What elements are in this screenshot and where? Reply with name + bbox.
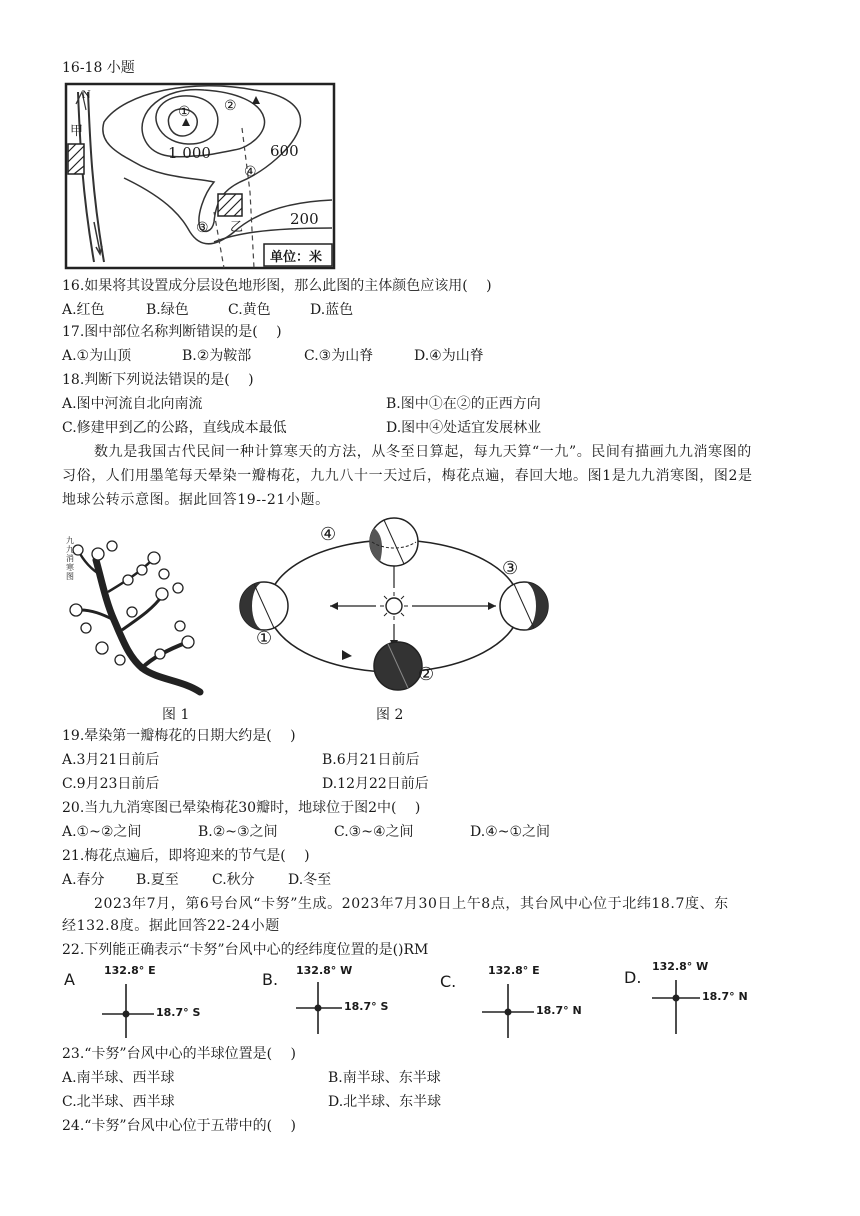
point-yi: 乙 — [230, 220, 244, 235]
passage1-line-1: 数九是我国古代民间一种计算寒天的方法，从冬至日算起，每九天算“一九”。民间有描画九九消寒图的 — [94, 444, 752, 460]
orbit-position-4: ④ — [320, 524, 337, 545]
q20-option-c: C.③~④之间 — [334, 824, 414, 840]
q20-option-b: B.②~③之间 — [198, 824, 278, 840]
q22-option-c-letter: C. — [440, 972, 457, 991]
q17-option-b: B.②为鞍部 — [182, 348, 252, 364]
contour-label-200: 200 — [290, 210, 319, 228]
contour-map — [64, 82, 336, 274]
north-label: N — [82, 90, 91, 101]
point-jia: 甲 — [70, 124, 84, 139]
q22-option-c-lon: 132.8° E — [488, 964, 540, 977]
q18-option-a: A.图中河流自北向南流 — [62, 396, 203, 412]
q21-option-d: D.冬至 — [288, 872, 332, 888]
q23-option-c: C.北半球、西半球 — [62, 1094, 175, 1110]
section-header: 16-18 小题 — [62, 60, 135, 76]
q22-option-c-lat: 18.7° N — [536, 1004, 582, 1017]
q22-stem: 22.下列能正确表示“卡努”台风中心的经纬度位置的是()RM — [62, 942, 429, 958]
q19-option-a: A.3月21日前后 — [62, 752, 160, 768]
q21-option-c: C.秋分 — [212, 872, 255, 888]
q22-option-a-lat: 18.7° S — [156, 1006, 201, 1019]
q24-stem: 24.“卡努”台风中心位于五带中的( ) — [62, 1118, 296, 1134]
q19-stem: 19.晕染第一瓣梅花的日期大约是( ) — [62, 728, 296, 744]
passage2-line-2: 经132.8度。据此回答22-24小题 — [62, 918, 280, 934]
q16-option-d: D.蓝色 — [310, 302, 354, 318]
orbit-position-1: ① — [256, 628, 273, 649]
q22-option-c — [440, 962, 620, 1042]
orbit-position-3: ③ — [502, 558, 519, 579]
q22-option-d-lat: 18.7° N — [702, 990, 748, 1003]
q22-option-a — [62, 966, 262, 1040]
q17-option-a: A.①为山顶 — [62, 348, 132, 364]
q23-option-a: A.南半球、西半球 — [62, 1070, 175, 1086]
q18-option-d: D.图中④处适宜发展林业 — [386, 420, 542, 436]
contour-label-600: 600 — [270, 142, 299, 160]
q16-stem: 16.如果将其设置成分层设色地形图，那么此图的主体颜色应该用( ) — [62, 278, 492, 294]
q23-option-b: B.南半球、东半球 — [328, 1070, 441, 1086]
q16-option-a: A.红色 — [62, 302, 105, 318]
contour-label-1000: 1 000 — [168, 144, 211, 162]
q22-option-b-lat: 18.7° S — [344, 1000, 389, 1013]
figure-1-caption: 图 1 — [162, 707, 190, 723]
q21-option-b: B.夏至 — [136, 872, 179, 888]
q17-option-d: D.④为山脊 — [414, 348, 484, 364]
q19-option-b: B.6月21日前后 — [322, 752, 420, 768]
passage1-line-2: 习俗，人们用墨笔每天晕染一瓣梅花，九九八十一天过后，梅花点遍，春回大地。图1是九九消寒图，图2是 — [62, 468, 753, 484]
q17-option-c: C.③为山脊 — [304, 348, 374, 364]
passage1-line-3: 地球公转示意图。据此回答19--21小题。 — [62, 492, 330, 508]
q19-option-d: D.12月22日前后 — [322, 776, 429, 792]
figure-1-side-title: 九九消寒图 — [66, 536, 74, 581]
q22-option-b — [262, 966, 442, 1040]
q18-stem: 18.判断下列说法错误的是( ) — [62, 372, 254, 388]
q22-option-a-letter: A — [64, 970, 75, 989]
q18-option-c: C.修建甲到乙的公路，直线成本最低 — [62, 420, 287, 436]
q22-option-a-lon: 132.8° E — [104, 964, 156, 977]
marker-1: ① — [178, 104, 191, 120]
q20-option-a: A.①~②之间 — [62, 824, 142, 840]
unit-label: 单位：米 — [270, 250, 323, 265]
q22-option-d-lon: 132.8° W — [652, 960, 709, 973]
q16-option-c: C.黄色 — [228, 302, 271, 318]
q22-option-b-lon: 132.8° W — [296, 964, 353, 977]
marker-4: ④ — [244, 164, 257, 180]
q21-stem: 21.梅花点遍后，即将迎来的节气是( ) — [62, 848, 310, 864]
q22-option-d-letter: D. — [624, 968, 642, 987]
marker-2: ② — [224, 98, 237, 114]
q23-stem: 23.“卡努”台风中心的半球位置是( ) — [62, 1046, 296, 1062]
q17-stem: 17.图中部位名称判断错误的是( ) — [62, 324, 282, 340]
figure-2-caption: 图 2 — [376, 707, 404, 723]
q20-option-d: D.④~①之间 — [470, 824, 551, 840]
passage2-line-1: 2023年7月，第6号台风“卡努”生成。2023年7月30日上午8点，其台风中心位于北纬18.7度、东 — [94, 896, 729, 912]
q21-option-a: A.春分 — [62, 872, 105, 888]
q18-option-b: B.图中①在②的正西方向 — [386, 396, 541, 412]
q23-option-d: D.北半球、东半球 — [328, 1094, 442, 1110]
q16-option-b: B.绿色 — [146, 302, 189, 318]
figure-1-plum-blossom — [62, 530, 212, 704]
figure-2-earth-orbit — [234, 516, 554, 696]
orbit-position-2: ② — [418, 664, 435, 685]
q22-option-d — [624, 962, 804, 1042]
q20-stem: 20.当九九消寒图已晕染梅花30瓣时，地球位于图2中( ) — [62, 800, 421, 816]
q22-option-b-letter: B. — [262, 970, 279, 989]
marker-3: ③ — [196, 220, 209, 236]
q19-option-c: C.9月23日前后 — [62, 776, 160, 792]
